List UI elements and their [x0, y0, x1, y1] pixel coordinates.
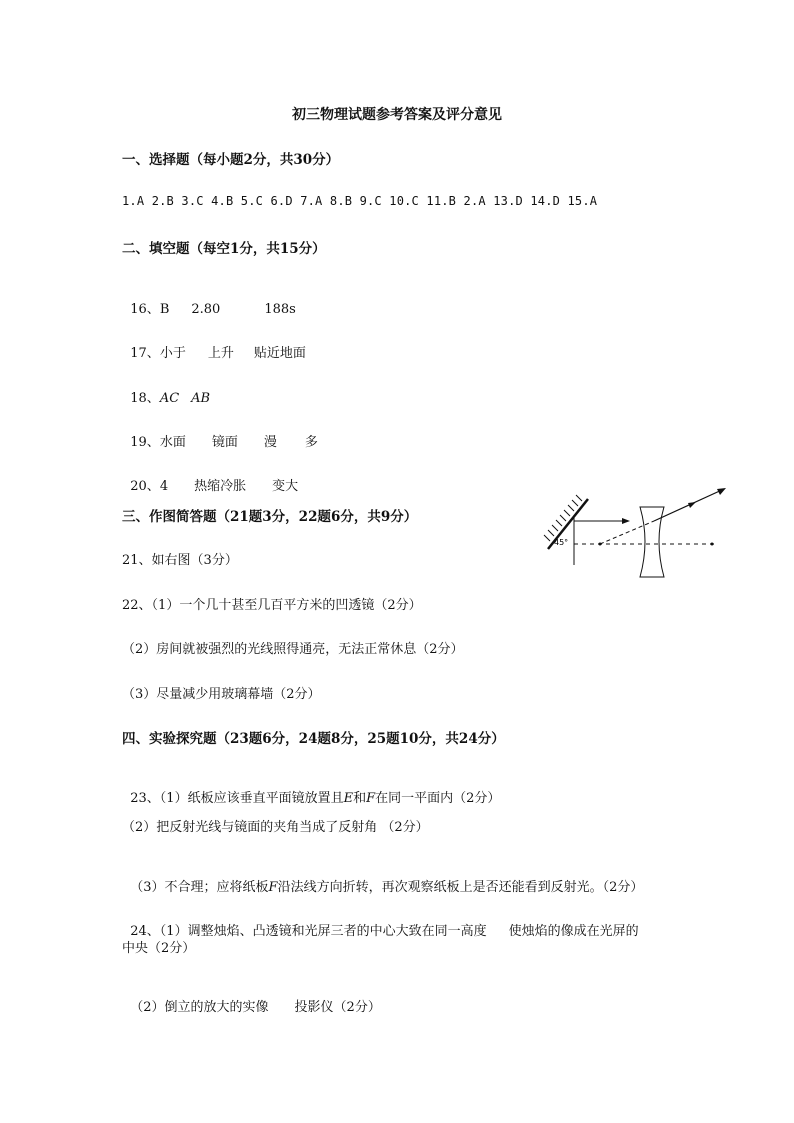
- q24-p2-b: 投影仪（2分）: [294, 1000, 381, 1015]
- q23-p1-rest: 在同一平面内（2分）: [375, 791, 501, 806]
- optics-diagram: [540, 485, 730, 583]
- page-title: 初三物理试题参考答案及评分意见: [292, 107, 502, 123]
- q23-part1: [122, 772, 500, 806]
- q16-answer: [122, 283, 296, 317]
- q16-a: B: [159, 302, 170, 317]
- angle-label: 45°: [554, 538, 569, 547]
- q23-part3: [122, 861, 643, 895]
- q17-b: 上升: [207, 346, 234, 361]
- section-multiple-choice: 一、选择题（每小题2分，共30分）: [122, 152, 340, 168]
- q23-part2: （2）把反射光线与镜面的夹角当成了反射角 （2分）: [122, 820, 429, 835]
- q19-d: 多: [304, 435, 318, 450]
- q24-p2-a: （2）倒立的放大的实像: [130, 1000, 269, 1015]
- q18-b: AB: [191, 391, 211, 406]
- q23-p3-f: F: [268, 880, 278, 895]
- extension-line: [600, 521, 654, 544]
- q22-part3: （3）尽量减少用玻璃幕墙（2分）: [122, 687, 321, 702]
- q20-answer: [122, 460, 298, 494]
- q24-part2: [122, 981, 381, 1015]
- q16-c: 188s: [264, 302, 296, 317]
- q19-answer: [122, 416, 318, 450]
- q23-p1-text: 23、（1）纸板应该垂直平面镜放置且: [130, 791, 344, 806]
- q19-c: 漫: [263, 435, 277, 450]
- q18-num: 18、: [130, 391, 160, 406]
- q24-p1-b: 使烛焰的像成在光屏的: [508, 924, 639, 939]
- mc-answers: 1.A 2.B 3.C 4.B 5.C 6.D 7.A 8.B 9.C 10.C 11.B 2.A 13.D 14.D 15.A: [122, 194, 598, 208]
- section-fill-blank: 二、填空题（每空1分，共15分）: [122, 241, 326, 257]
- q23-p1-f: F: [366, 791, 376, 806]
- q23-p3-text: （3）不合理；应将纸板: [130, 880, 269, 895]
- arrow-head: [622, 518, 630, 524]
- q24-part1-cont: 中央（2分）: [122, 941, 196, 956]
- q19-num: 19、: [130, 435, 160, 450]
- q16-b: 2.80: [191, 302, 221, 317]
- mid-arrow: [688, 502, 696, 508]
- q17-answer: [122, 327, 306, 361]
- q22-part1: 22、（1）一个几十甚至几百平方米的凹透镜（2分）: [122, 598, 422, 613]
- q23-p3-rest: 沿法线方向折转，再次观察纸板上是否还能看到反射光。（2分）: [277, 880, 644, 895]
- q23-p1-and: 和: [353, 791, 367, 806]
- refracted-arrow: [717, 488, 726, 495]
- q17-a: 小于: [159, 346, 186, 361]
- q17-num: 17、: [130, 346, 160, 361]
- q21-answer: 21、如右图（3分）: [122, 553, 238, 568]
- q20-num: 20、: [130, 479, 160, 494]
- q19-a: 水面: [159, 435, 186, 450]
- q19-b: 镜面: [211, 435, 238, 450]
- q24-part1: [122, 905, 639, 939]
- q16-num: 16、: [130, 302, 160, 317]
- q23-p1-e: E: [343, 791, 354, 806]
- q18-a: AC: [159, 391, 180, 406]
- q20-b: 热缩冷胀: [194, 479, 247, 494]
- q24-p1-a: 24、（1）调整烛焰、凸透镜和光屏三者的中心大致在同一高度: [130, 924, 487, 939]
- focal-point-right: [711, 543, 714, 546]
- q20-a: 4: [159, 479, 169, 494]
- section-experiment: 四、实验探究题（23题6分，24题8分，25题10分，共24分）: [122, 731, 505, 747]
- q18-answer: [122, 372, 210, 406]
- q17-c: 贴近地面: [253, 346, 306, 361]
- q22-part2: （2）房间就被强烈的光线照得通亮，无法正常休息（2分）: [122, 642, 464, 657]
- q20-c: 变大: [272, 479, 299, 494]
- mirror-hatching: [544, 495, 582, 541]
- section-drawing: 三、作图简答题（21题3分，22题6分，共9分）: [122, 509, 418, 525]
